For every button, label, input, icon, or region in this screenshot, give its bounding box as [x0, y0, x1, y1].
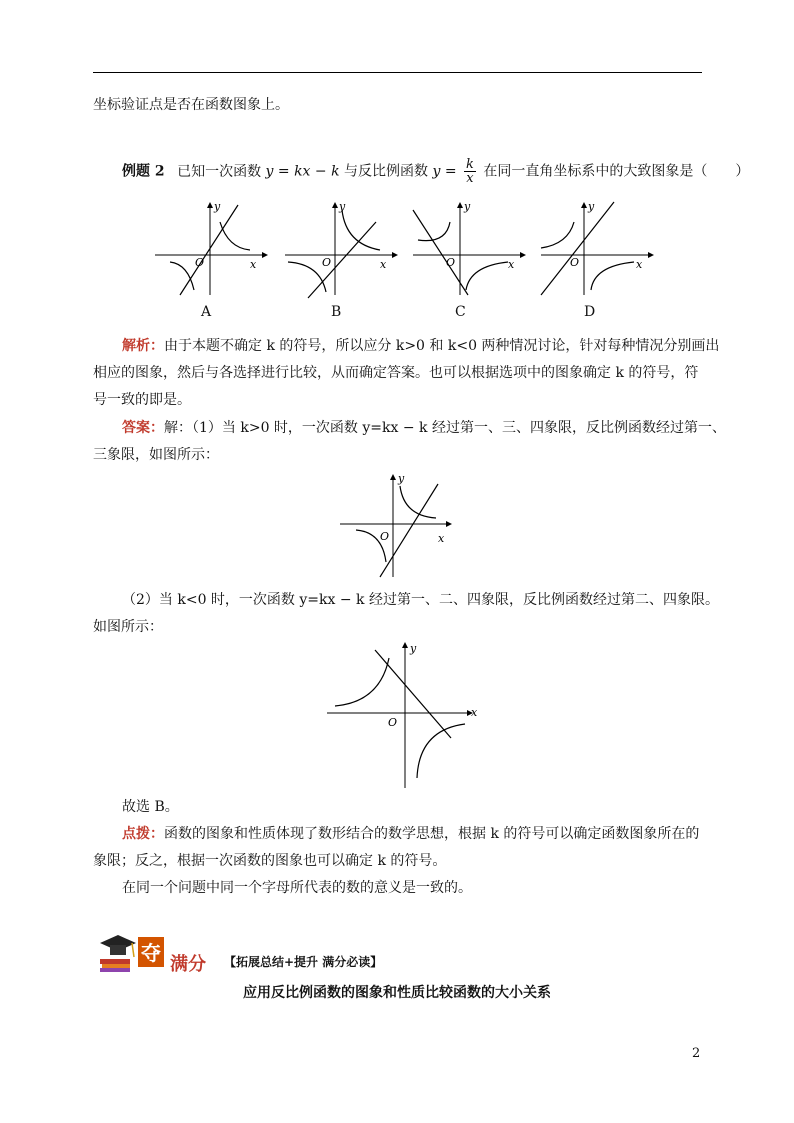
graph-answer2-x-label: x: [471, 706, 478, 719]
answer-line-5: 故选 B。: [122, 799, 179, 815]
graph-answer-k-negative: [325, 640, 485, 790]
graph-answer2-origin: O: [388, 716, 398, 729]
tip-label: 点拨：: [122, 826, 164, 842]
banner-main-text: 满分: [170, 954, 206, 975]
header-rule: [93, 72, 702, 73]
answer-label: 答案：: [122, 420, 164, 436]
eq-linear: y = kx − k: [265, 163, 340, 180]
answer-text-1: 解：（1）当 k>0 时，一次函数 y=kx − k 经过第一、三、四象限，反比例函数经过第一、: [164, 420, 726, 436]
eq-inverse-lhs: y =: [432, 163, 457, 180]
intro-line: 坐标验证点是否在函数图象上。: [93, 97, 289, 113]
graph-b-origin: O: [322, 256, 332, 269]
graph-b-y-label: y: [339, 200, 346, 213]
option-label-b: B: [331, 304, 342, 320]
graph-b-x-label: x: [380, 258, 387, 271]
analysis-line-2: 相应的图象，然后与各选择进行比较，从而确定答案。也可以根据选项中的图象确定 k 的符号，符: [93, 365, 699, 381]
graph-option-b: [280, 200, 400, 300]
graph-a-origin: O: [195, 256, 205, 269]
tip-line-2: 象限；反之，根据一次函数的图象也可以确定 k 的符号。: [93, 853, 447, 869]
fraction-denominator: x: [466, 171, 474, 186]
graph-answer-k-positive: [338, 472, 458, 582]
example-stem-a: 已知一次函数: [177, 163, 262, 180]
graph-d-y-label: y: [588, 200, 595, 213]
answer-line-1: [122, 418, 726, 438]
graph-a-y-label: y: [214, 200, 221, 213]
tip-text-1: 函数的图象和性质体现了数形结合的数学思想，根据 k 的符号可以确定函数图象所在的: [164, 826, 700, 842]
option-label-d: D: [584, 304, 596, 320]
graph-c-origin: O: [446, 256, 456, 269]
graph-d-x-label: x: [636, 258, 643, 271]
page-number: 2: [692, 1046, 701, 1061]
example-stem-c: 在同一直角坐标系中的大致图象是（ ）: [483, 163, 750, 180]
graph-answer1-origin: O: [380, 530, 390, 543]
analysis-text-1: 由于本题不确定 k 的符号，所以应分 k>0 和 k<0 两种情况讨论，针对每种情况分别画出: [164, 338, 720, 354]
graph-option-c: [408, 200, 528, 300]
banner-subtitle: 【拓展总结+提升 满分必读】: [224, 955, 383, 969]
example-label: 例题 2: [122, 163, 165, 180]
fraction-k-over-x: [464, 158, 476, 185]
svg-text:夺: 夺: [141, 941, 161, 965]
graph-d-origin: O: [570, 256, 580, 269]
option-label-c: C: [455, 304, 466, 320]
graph-option-d: [536, 200, 656, 300]
answer-line-2: 三象限，如图所示：: [93, 447, 219, 463]
analysis-line-3: 号一致的即是。: [93, 392, 191, 408]
graph-a-x-label: x: [250, 258, 257, 271]
graduation-cap-icon: [98, 929, 228, 975]
option-label-a: A: [201, 304, 212, 320]
graph-answer2-y-label: y: [410, 642, 417, 655]
answer-line-4: 如图所示：: [93, 619, 163, 635]
example-stem-b: 与反比例函数: [344, 163, 429, 180]
graph-answer1-x-label: x: [438, 532, 445, 545]
answer-line-3: （2）当 k<0 时，一次函数 y=kx − k 经过第一、二、四象限，反比例函数经过第二、四象限。: [122, 592, 719, 608]
graph-option-a: [150, 200, 270, 300]
tip-line-1: [122, 824, 699, 844]
fraction-numerator: k: [466, 157, 474, 172]
section-title: 应用反比例函数的图象和性质比较函数的大小关系: [243, 985, 551, 1001]
banner-logo: [98, 929, 170, 973]
example-question: [122, 158, 749, 185]
graph-answer1-y-label: y: [398, 472, 405, 485]
analysis-line-1: [122, 336, 719, 356]
analysis-label: 解析：: [122, 338, 164, 354]
tip-line-3: 在同一个问题中同一个字母所代表的数的意义是一致的。: [122, 880, 472, 896]
graph-c-x-label: x: [508, 258, 515, 271]
graph-c-y-label: y: [464, 200, 471, 213]
